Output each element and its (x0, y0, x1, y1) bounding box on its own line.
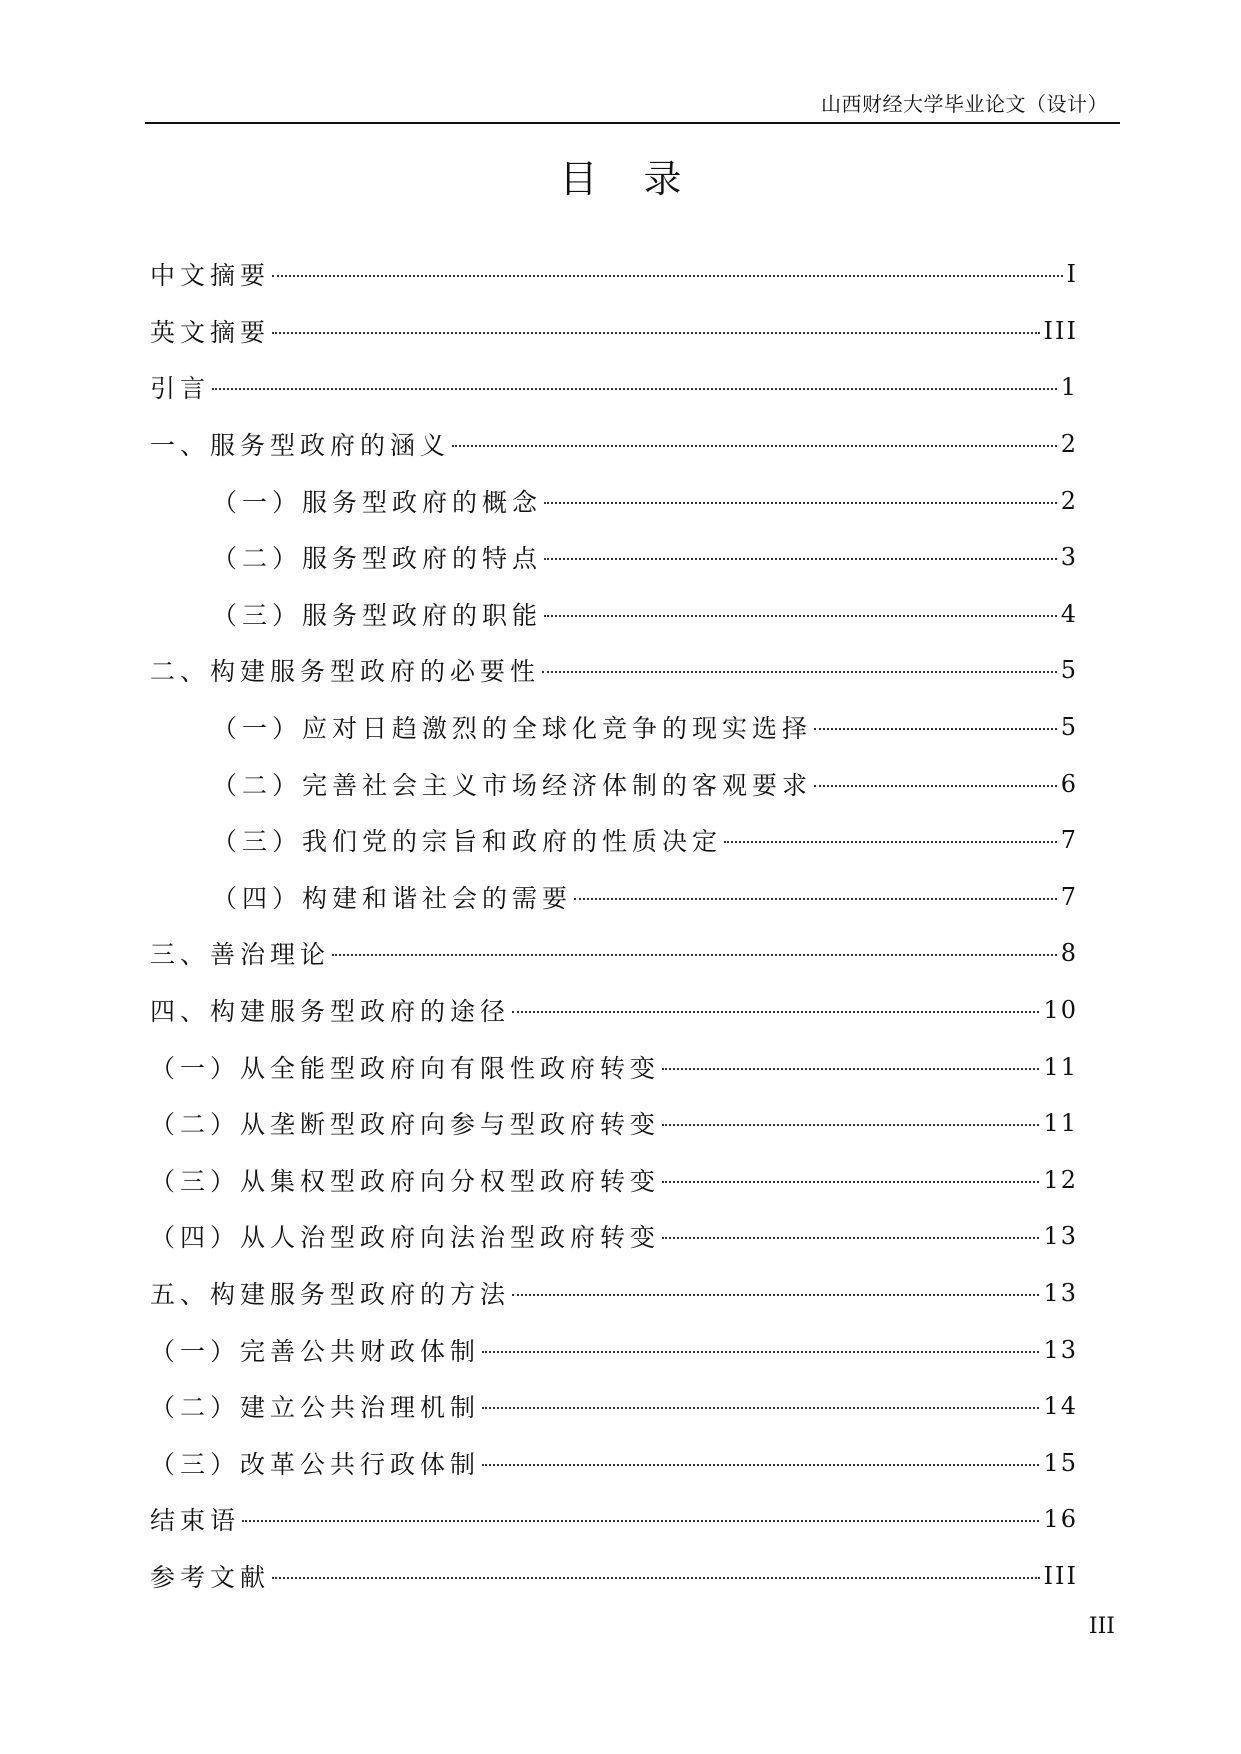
toc-entry-label: 引言 (150, 374, 211, 404)
toc-entry-page: 11 (1043, 1052, 1078, 1081)
toc-entry-label: 五、构建服务型政府的方法 (150, 1279, 511, 1309)
toc-entry-page: 16 (1043, 1505, 1078, 1534)
toc-leader-dots (662, 1124, 1039, 1126)
toc-entry-page: III (1043, 316, 1078, 345)
toc-leader-dots (542, 671, 1057, 673)
toc-entry[interactable] (150, 1491, 1078, 1548)
toc-entry-page: III (1043, 1561, 1078, 1590)
toc-entry[interactable] (150, 1265, 1078, 1322)
toc-entry-page: I (1066, 260, 1078, 289)
toc-entry-page: 2 (1060, 486, 1078, 515)
toc-entry[interactable] (150, 812, 1078, 869)
toc-entry-page: 3 (1060, 543, 1078, 572)
toc-entry-page: 14 (1043, 1392, 1078, 1421)
toc-entry-label: 三、善治理论 (150, 940, 331, 970)
toc-title: 目录 (559, 157, 728, 201)
toc-entry-page: 10 (1043, 996, 1078, 1025)
toc-entry-label: （一）完善公共财政体制 (150, 1336, 481, 1366)
toc-leader-dots (544, 502, 1057, 504)
toc-entry[interactable] (150, 416, 1078, 473)
toc-entry-label: （一）应对日趋激烈的全球化竞争的现实选择 (212, 714, 813, 744)
toc-leader-dots (512, 1011, 1039, 1013)
toc-entry-label: 结束语 (150, 1506, 241, 1536)
toc-entry-label: 参考文献 (150, 1562, 271, 1592)
toc-entry-label: （一）服务型政府的概念 (212, 487, 543, 517)
toc-leader-dots (272, 1577, 1040, 1579)
toc-entry[interactable] (150, 1152, 1078, 1209)
toc-entry[interactable] (150, 359, 1078, 416)
toc-leader-dots (544, 615, 1057, 617)
toc-entry-label: （二）完善社会主义市场经济体制的客观要求 (212, 770, 813, 800)
toc-entry[interactable] (150, 755, 1078, 812)
toc-entry-label: （一）从全能型政府向有限性政府转变 (150, 1053, 661, 1083)
toc-entry-page: 8 (1060, 939, 1078, 968)
toc-entry-page: 6 (1060, 769, 1078, 798)
toc-entry[interactable] (150, 1378, 1078, 1435)
toc-entry-label: （三）从集权型政府向分权型政府转变 (150, 1166, 661, 1196)
toc-entry[interactable] (150, 1321, 1078, 1378)
toc-entry-label: 中文摘要 (150, 261, 271, 291)
toc-leader-dots (662, 1068, 1039, 1070)
toc-entry-label: （三）服务型政府的职能 (212, 600, 543, 630)
toc-leader-dots (272, 275, 1063, 277)
toc-entry-page: 13 (1043, 1222, 1078, 1251)
toc-entry-page: 13 (1043, 1335, 1078, 1364)
toc-leader-dots (332, 954, 1057, 956)
toc-entry-label: 英文摘要 (150, 317, 271, 347)
page-header (145, 84, 1120, 124)
toc-entry[interactable] (150, 1038, 1078, 1095)
toc-entry-page: 2 (1060, 430, 1078, 459)
toc-leader-dots (662, 1181, 1039, 1183)
toc-leader-dots (814, 728, 1057, 730)
toc-entry-page: 7 (1060, 826, 1078, 855)
toc-leader-dots (574, 898, 1057, 900)
toc-entry-page: 15 (1043, 1448, 1078, 1477)
toc-leader-dots (482, 1351, 1039, 1353)
toc-entry-page: 11 (1043, 1109, 1078, 1138)
toc-entry[interactable] (150, 1208, 1078, 1265)
toc-entry[interactable] (150, 586, 1078, 643)
toc-entry-label: （四）构建和谐社会的需要 (212, 883, 573, 913)
toc-entry-page: 5 (1060, 713, 1078, 742)
toc-leader-dots (212, 388, 1057, 390)
toc-entry-label: （二）从垄断型政府向参与型政府转变 (150, 1110, 661, 1140)
toc-entry-label: （四）从人治型政府向法治型政府转变 (150, 1223, 661, 1253)
toc-entry-label: （三）我们党的宗旨和政府的性质决定 (212, 827, 723, 857)
toc-entry-label: 二、构建服务型政府的必要性 (150, 657, 541, 687)
toc-leader-dots (482, 1407, 1039, 1409)
header-text: 山西财经大学毕业论文（设计） (821, 92, 1108, 116)
toc-entry-label: （二）建立公共治理机制 (150, 1393, 481, 1423)
toc-leader-dots (452, 445, 1057, 447)
toc-entry[interactable] (150, 1548, 1078, 1605)
page-number: III (1088, 1614, 1115, 1639)
toc-entry-label: 一、服务型政府的涵义 (150, 431, 451, 461)
toc-leader-dots (272, 332, 1040, 334)
toc-entry[interactable] (150, 699, 1078, 756)
toc-leader-dots (242, 1520, 1039, 1522)
toc-entry-page: 13 (1043, 1278, 1078, 1307)
toc-entry[interactable] (150, 472, 1078, 529)
toc-entry[interactable] (150, 246, 1078, 303)
toc-entry[interactable] (150, 982, 1078, 1039)
toc-entry[interactable] (150, 1434, 1078, 1491)
toc-entry[interactable] (150, 642, 1078, 699)
toc-leader-dots (814, 785, 1057, 787)
toc-entry-label: 四、构建服务型政府的途径 (150, 997, 511, 1027)
toc-entry[interactable] (150, 529, 1078, 586)
toc-leader-dots (724, 841, 1057, 843)
toc-entry-page: 4 (1060, 599, 1078, 628)
toc-leader-dots (544, 558, 1057, 560)
toc-entry[interactable] (150, 303, 1078, 360)
toc-entry-page: 7 (1060, 882, 1078, 911)
toc-entry-page: 12 (1043, 1165, 1078, 1194)
toc-entry-label: （二）服务型政府的特点 (212, 544, 543, 574)
toc-entry-label: （三）改革公共行政体制 (150, 1449, 481, 1479)
toc-leader-dots (482, 1464, 1039, 1466)
toc-entry[interactable] (150, 869, 1078, 926)
toc-entry[interactable] (150, 925, 1078, 982)
table-of-contents (150, 246, 1078, 1604)
toc-entry-page: 1 (1060, 373, 1078, 402)
toc-entry[interactable] (150, 1095, 1078, 1152)
toc-leader-dots (512, 1294, 1039, 1296)
toc-entry-page: 5 (1060, 656, 1078, 685)
toc-leader-dots (662, 1237, 1039, 1239)
